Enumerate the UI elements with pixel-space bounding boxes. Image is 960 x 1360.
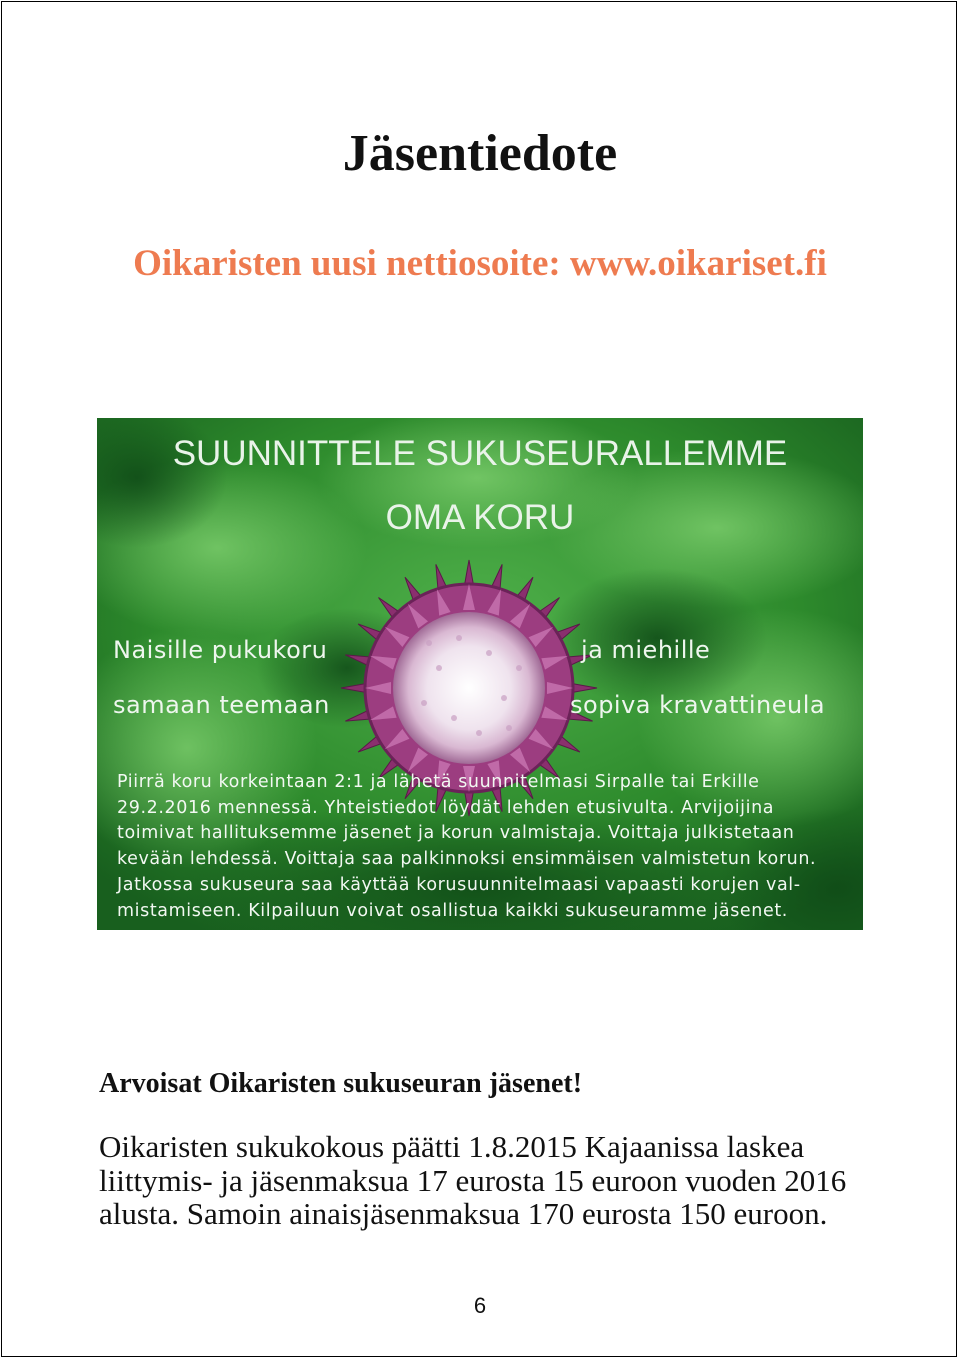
page-number: 6 [473, 1293, 487, 1318]
page-title: Jäsentiedote [342, 125, 618, 182]
website-notice: Oikaristen uusi nettiosoite: www.oikariset.fi [133, 243, 827, 284]
banner-right-line1: ja miehille [581, 636, 711, 664]
banner-left-line2: samaan teemaan [113, 691, 330, 719]
banner-heading-line1: SUUNNITTELE SUKUSEURALLEMME [172, 434, 788, 473]
paragraph-line: 29.2.2016 mennessä. Yhteistiedot löydät lehden etusivulta. Arvijoijina [117, 797, 775, 818]
contest-paragraph [117, 770, 857, 924]
article-body [99, 1130, 879, 1231]
body-line: alusta. Samoin ainaisjäsenmaksua 170 eurosta 150 euroon. [99, 1196, 828, 1231]
body-line: Oikaristen sukukokous päätti 1.8.2015 Kajaanissa laskea [99, 1129, 805, 1164]
paragraph-line: mistamiseen. Kilpailuun voivat osallistua kaikki sukuseuramme jäsenet. [117, 900, 788, 921]
paragraph-line: Jatkossa sukuseura saa käyttää korusuunnitelmaasi vapaasti korujen val- [117, 874, 801, 895]
paragraph-line: Piirrä koru korkeintaan 2:1 ja lähetä suunnitelmasi Sirpalle tai Erkille [117, 772, 760, 792]
paragraph-line: toimivat hallituksemme jäsenet ja korun valmistaja. Voittaja julkistetaan [117, 823, 795, 844]
article-greeting: Arvoisat Oikaristen sukuseuran jäsenet! [99, 1068, 583, 1099]
banner-right-line2: sopiva kravattineula [570, 691, 826, 719]
banner-left-line1: Naisille pukukoru [113, 636, 328, 664]
contest-banner [97, 418, 863, 930]
banner-heading-line2: OMA KORU [385, 498, 575, 537]
body-line: liittymis- ja jäsenmaksua 17 eurosta 15 euroon vuoden 2016 [99, 1162, 847, 1198]
paragraph-line: kevään lehdessä. Voittaja saa palkinnoksi ensimmäisen valmistetun korun. [117, 849, 817, 870]
